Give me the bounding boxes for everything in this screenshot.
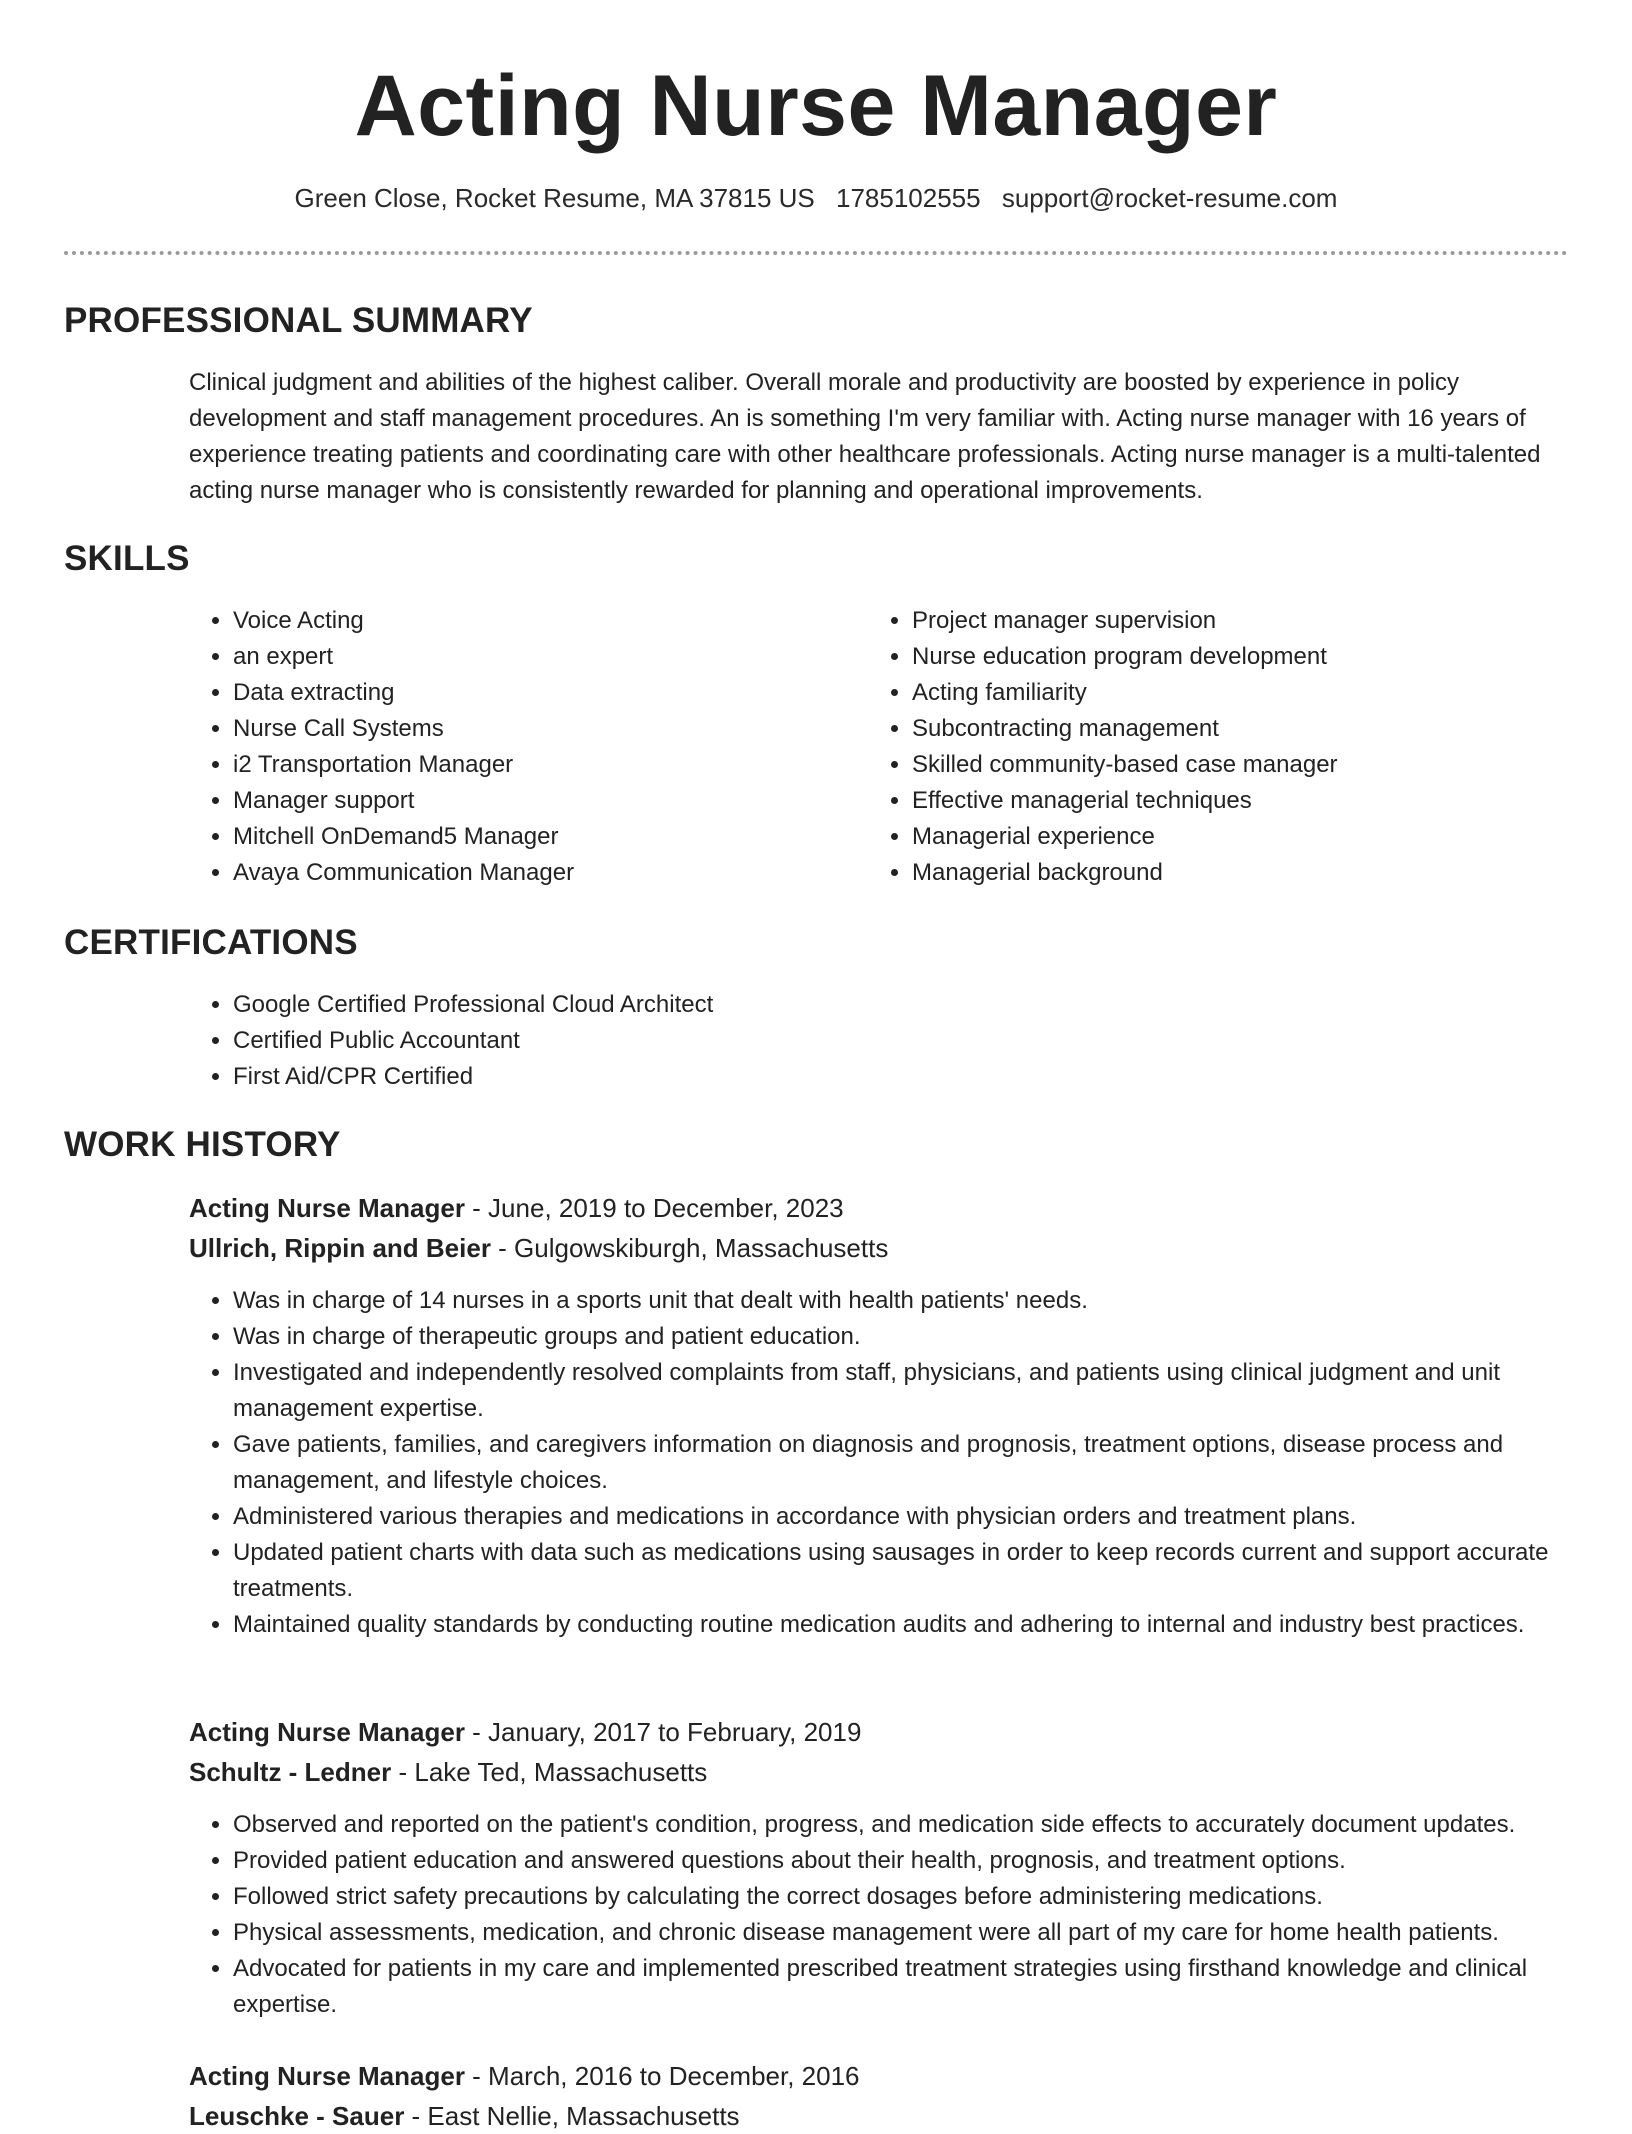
job-company-line [189, 2098, 740, 2134]
header-divider [64, 251, 1568, 255]
skills-heading: SKILLS [64, 539, 190, 578]
summary-heading: PROFESSIONAL SUMMARY [64, 301, 533, 340]
resume-name: Acting Nurse Manager [354, 58, 1278, 154]
job-title-line [189, 1714, 861, 1750]
list-item: • an expert [233, 639, 833, 675]
certifications-list [189, 987, 1533, 1095]
list-item: • Maintained quality standards by conducting routine medication audits and adhering to internal and industry best practices. [233, 1607, 1613, 1643]
job-role: Acting Nurse Manager [189, 2061, 465, 2091]
list-item: • Project manager supervision [912, 603, 1572, 639]
list-item: • Gave patients, families, and caregivers information on diagnosis and prognosis, treatment options, disease process and management, and lifestyle choices. [233, 1427, 1613, 1499]
job-bullets [189, 1283, 1613, 1643]
work-history-heading: WORK HISTORY [64, 1125, 341, 1164]
job-company: Leuschke - Sauer [189, 2101, 405, 2131]
summary-text: Clinical judgment and abilities of the highest caliber. Overall morale and productivity are boosted by experience in policy development and staff management procedures. An is something I'm very familiar with. Acting nurse manager with 16 years of experience treating patients and coordinating care with other healthcare professionals. Acting nurse manager is a multi-talented acting nurse manager who is consistently rewarded for planning and operational improvements. [189, 369, 1541, 504]
list-item: • Managerial experience [912, 819, 1572, 855]
contact-line [0, 180, 1632, 216]
list-item: • Acting familiarity [912, 675, 1572, 711]
job-location: - East Nellie, Massachusetts [404, 2101, 740, 2131]
certifications-heading: CERTIFICATIONS [64, 923, 358, 962]
skills-list-left [189, 603, 833, 891]
list-item: • Physical assessments, medication, and chronic disease management were all part of my care for home health patients. [233, 1915, 1632, 1951]
list-item: • Observed and reported on the patient's condition, progress, and medication side effects to accurately document updates. [233, 1807, 1632, 1843]
job-company: Schultz - Ledner [189, 1757, 392, 1787]
list-item: • Was in charge of therapeutic groups and patient education. [233, 1319, 1613, 1355]
job-company: Ullrich, Rippin and Beier [189, 1233, 491, 1263]
job-company-line [189, 1754, 707, 1790]
job-role: Acting Nurse Manager [189, 1193, 465, 1223]
list-item: • Administered various therapies and medications in accordance with physician orders and treatment plans. [233, 1499, 1613, 1535]
list-item: • Effective managerial techniques [912, 783, 1572, 819]
list-item: • i2 Transportation Manager [233, 747, 833, 783]
job-title-line [189, 2058, 860, 2094]
job-dates: - March, 2016 to December, 2016 [464, 2061, 860, 2091]
job-title-line [189, 1190, 844, 1226]
list-item: • Avaya Communication Manager [233, 855, 833, 891]
list-item: • Advocated for patients in my care and implemented prescribed treatment strategies using firsthand knowledge and clinical expertise. [233, 1951, 1632, 2023]
list-item: • Updated patient charts with data such as medications using sausages in order to keep records current and support accurate treatments. [233, 1535, 1613, 1607]
list-item: • Followed strict safety precautions by calculating the correct dosages before administering medications. [233, 1879, 1632, 1915]
list-item: • Skilled community-based case manager [912, 747, 1572, 783]
list-item: • Managerial background [912, 855, 1572, 891]
list-item: • Investigated and independently resolved complaints from staff, physicians, and patients using clinical judgment and unit management expertise. [233, 1355, 1613, 1427]
contact-email: support@rocket-resume.com [1001, 183, 1338, 213]
skills-list-right [868, 603, 1572, 891]
list-item: • Nurse education program development [912, 639, 1572, 675]
job-company-line [189, 1230, 888, 1266]
list-item: • Provided patient education and answered questions about their health, prognosis, and treatment options. [233, 1843, 1632, 1879]
job-dates: - June, 2019 to December, 2023 [464, 1193, 844, 1223]
contact-address: Green Close, Rocket Resume, MA 37815 US [294, 183, 815, 213]
contact-phone: 1785102555 [836, 183, 981, 213]
list-item: • Mitchell OnDemand5 Manager [233, 819, 833, 855]
list-item: • Subcontracting management [912, 711, 1572, 747]
list-item: • Nurse Call Systems [233, 711, 833, 747]
list-item: • Was in charge of 14 nurses in a sports unit that dealt with health patients' needs. [233, 1283, 1613, 1319]
list-item: • Certified Public Accountant [233, 1023, 1533, 1059]
list-item: • First Aid/CPR Certified [233, 1059, 1533, 1095]
list-item: • Voice Acting [233, 603, 833, 639]
job-location: - Gulgowskiburgh, Massachusetts [490, 1233, 889, 1263]
list-item: • Manager support [233, 783, 833, 819]
job-bullets [189, 1807, 1632, 2023]
job-role: Acting Nurse Manager [189, 1717, 465, 1747]
list-item: • Data extracting [233, 675, 833, 711]
job-location: - Lake Ted, Massachusetts [391, 1757, 708, 1787]
job-dates: - January, 2017 to February, 2019 [464, 1717, 862, 1747]
list-item: • Google Certified Professional Cloud Architect [233, 987, 1533, 1023]
